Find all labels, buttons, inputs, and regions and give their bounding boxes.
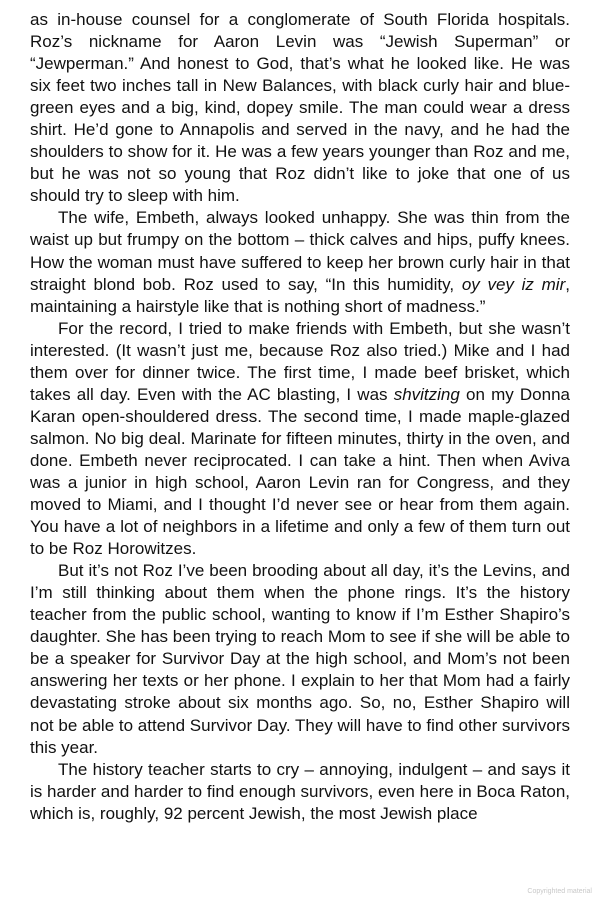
italic-phrase: oy vey iz mir [461,274,566,294]
paragraph: as in-house counsel for a conglomerate of South Florida hospitals. Roz’s nickname for Aaron Levin was “Jewish Superman” or “Jewperman.” And honest to God, that’s what he looked like. He was six feet two inches tall in New Balances, with black curly hair and blue-green eyes and a big, kind, dopey smile. The man could wear a dress shirt. He’d gone to Annapolis and served in the navy, and he had the shoulders to show for it. He was a few years younger than Roz and me, but he was not so young that Roz didn’t like to joke that one of us should try to sleep with him. [30,10,570,206]
copyright-watermark: Copyrighted material [527,888,592,895]
paragraph-text-part: , maintaining a hairstyle like that is nothing short of madness.” [30,274,570,316]
paragraph-text-part: The wife, Embeth, always looked unhappy. She was thin from the waist up but frumpy on the bottom – thick calves and hips, puffy knees. How the woman must have suffered to keep her brown curly hair in that straight blond bob. Roz used to say, “In this humidity, [30,208,570,294]
book-page [30,9,570,825]
paragraph-text-part: For the record, I tried to make friends with Embeth, but she wasn’t interested. (It wasn’t just me, because Roz also tried.) Mike and I had them over for dinner twice. The first time, I made beef brisket, which takes all day. Even with the AC blasting, I was [30,318,570,404]
paragraph: The history teacher starts to cry – annoying, indulgent – and says it is harder and harder to find enough survivors, even here in Boca Raton, which is, roughly, 92 percent Jewish, the most Jewish place [30,759,570,823]
paragraph [30,318,570,561]
paragraph-text-part: on my Donna Karan open-shouldered dress. The second time, I made maple-glazed salmon. No big deal. Marinate for fifteen minutes, thirty in the oven, and done. Embeth never reciprocated. I can take a hint. Then when Aviva was a junior in high school, Aaron Levin ran for Congress, and they moved to Miami, and I thought I’d never see or hear from them again. You have a lot of neighbors in a lifetime and only a few of them turn out to be Roz Horowitzes. [30,384,570,559]
paragraph: But it’s not Roz I’ve been brooding about all day, it’s the Levins, and I’m still thinking about them when the phone rings. It’s the history teacher from the public school, wanting to know if I’m Esther Shapiro’s daughter. She has been trying to reach Mom to see if she will be able to be a speaker for Survivor Day at the high school, and Mom’s not been answering her texts or her phone. I explain to her that Mom had a fairly devastating stroke about six months ago. So, no, Esther Shapiro will not be able to attend Survivor Day. They will have to find other survivors this year. [30,561,570,757]
italic-phrase: shvitzing [393,384,460,404]
paragraph [30,207,570,317]
